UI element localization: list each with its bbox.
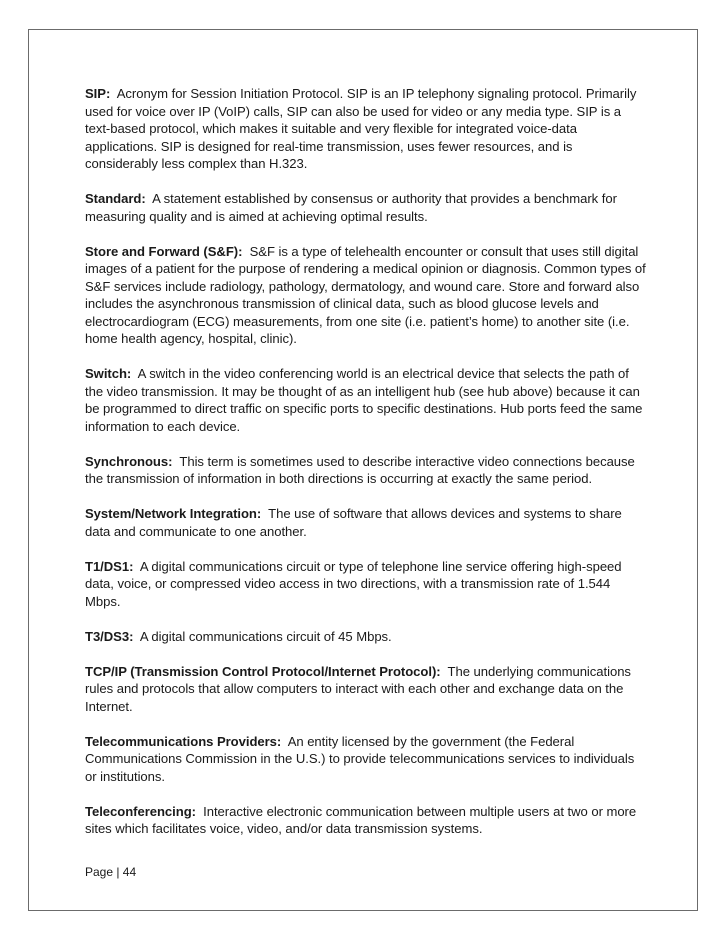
glossary-term: Teleconferencing: bbox=[85, 803, 196, 819]
glossary-entry-telecommunications-providers bbox=[85, 733, 647, 786]
glossary-definition: A digital communications circuit of 45 Mbps. bbox=[139, 628, 392, 644]
glossary-entry-store-and-forward bbox=[85, 243, 647, 348]
glossary-definition: Interactive electronic communication between multiple users at two or more sites which facilitates voice, video, and/or data transmission systems. bbox=[85, 803, 637, 836]
glossary-definition: An entity licensed by the government (the Federal Communications Commission in the U.S.) to provide telecommunications services to individuals or institutions. bbox=[85, 733, 635, 784]
glossary-definition: A switch in the video conferencing world is an electrical device that selects the path of the video transmission. It may be thought of as an intelligent hub (see hub above) because it can be programmed to direct traffic on specific ports to specific destinations. Hub ports feed the same information to each device. bbox=[85, 366, 643, 434]
glossary-definition: This term is sometimes used to describe interactive video connections because the transmission of information in both directions is occurring at exactly the same period. bbox=[85, 453, 635, 486]
glossary-definition: A digital communications circuit or type of telephone line service offering high-speed data, voice, or compressed video access in two directions, with a transmission rate of 1.544 Mbps. bbox=[85, 558, 622, 609]
glossary-entry-sip bbox=[85, 85, 647, 173]
glossary-entry-teleconferencing bbox=[85, 803, 647, 838]
glossary-entry-standard bbox=[85, 190, 647, 225]
glossary-definition: Acronym for Session Initiation Protocol. SIP is an IP telephony signaling protocol. Primarily used for voice over IP (VoIP) calls, SIP can also be used for video or any media type. SIP is a text-based protocol, which makes it suitable and very flexible for integrated voice-data applications. SIP is designed for real-time transmission, uses fewer resources, and is considerably less complex than H.323. bbox=[85, 86, 637, 171]
glossary-content bbox=[85, 85, 647, 855]
glossary-definition: A statement established by consensus or authority that provides a benchmark for measuring quality and is aimed at achieving optimal results. bbox=[85, 191, 617, 224]
glossary-entry-t3-ds3 bbox=[85, 628, 647, 646]
page-number: Page | 44 bbox=[85, 865, 137, 879]
glossary-definition: S&F is a type of telehealth encounter or consult that uses still digital images of a patient for the purpose of rendering a medical opinion or diagnosis. Common types of S&F services include radiology, pathology, dermatology, and wound care. Store and forward also includes the asynchronous transmission of clinical data, such as blood glucose levels and electrocardiogram (ECG) measurements, from one site (i.e. patient’s home) to another site (i.e. home health agency, hospital, clinic). bbox=[85, 243, 646, 346]
glossary-definition: The use of software that allows devices and systems to share data and communicate to one another. bbox=[85, 506, 622, 539]
glossary-term: SIP: bbox=[85, 86, 111, 101]
glossary-term: Synchronous: bbox=[85, 453, 173, 469]
glossary-term: Switch: bbox=[85, 366, 132, 381]
glossary-term: Store and Forward (S&F): bbox=[85, 243, 243, 259]
glossary-entry-tcp-ip bbox=[85, 663, 647, 716]
glossary-term: T3/DS3: bbox=[85, 628, 134, 644]
glossary-definition: The underlying communications rules and protocols that allow computers to interact with each other and exchange data on the Internet. bbox=[85, 663, 631, 714]
glossary-term: System/Network Integration: bbox=[85, 506, 262, 521]
glossary-term: Standard: bbox=[85, 191, 146, 206]
glossary-entry-t1-ds1 bbox=[85, 558, 647, 611]
glossary-term: T1/DS1: bbox=[85, 558, 134, 574]
glossary-term: Telecommunications Providers: bbox=[85, 733, 282, 749]
glossary-entry-switch bbox=[85, 365, 647, 435]
glossary-term: TCP/IP (Transmission Control Protocol/Internet Protocol): bbox=[85, 663, 441, 679]
glossary-entry-synchronous bbox=[85, 453, 647, 488]
glossary-entry-system-network-integration bbox=[85, 505, 647, 540]
